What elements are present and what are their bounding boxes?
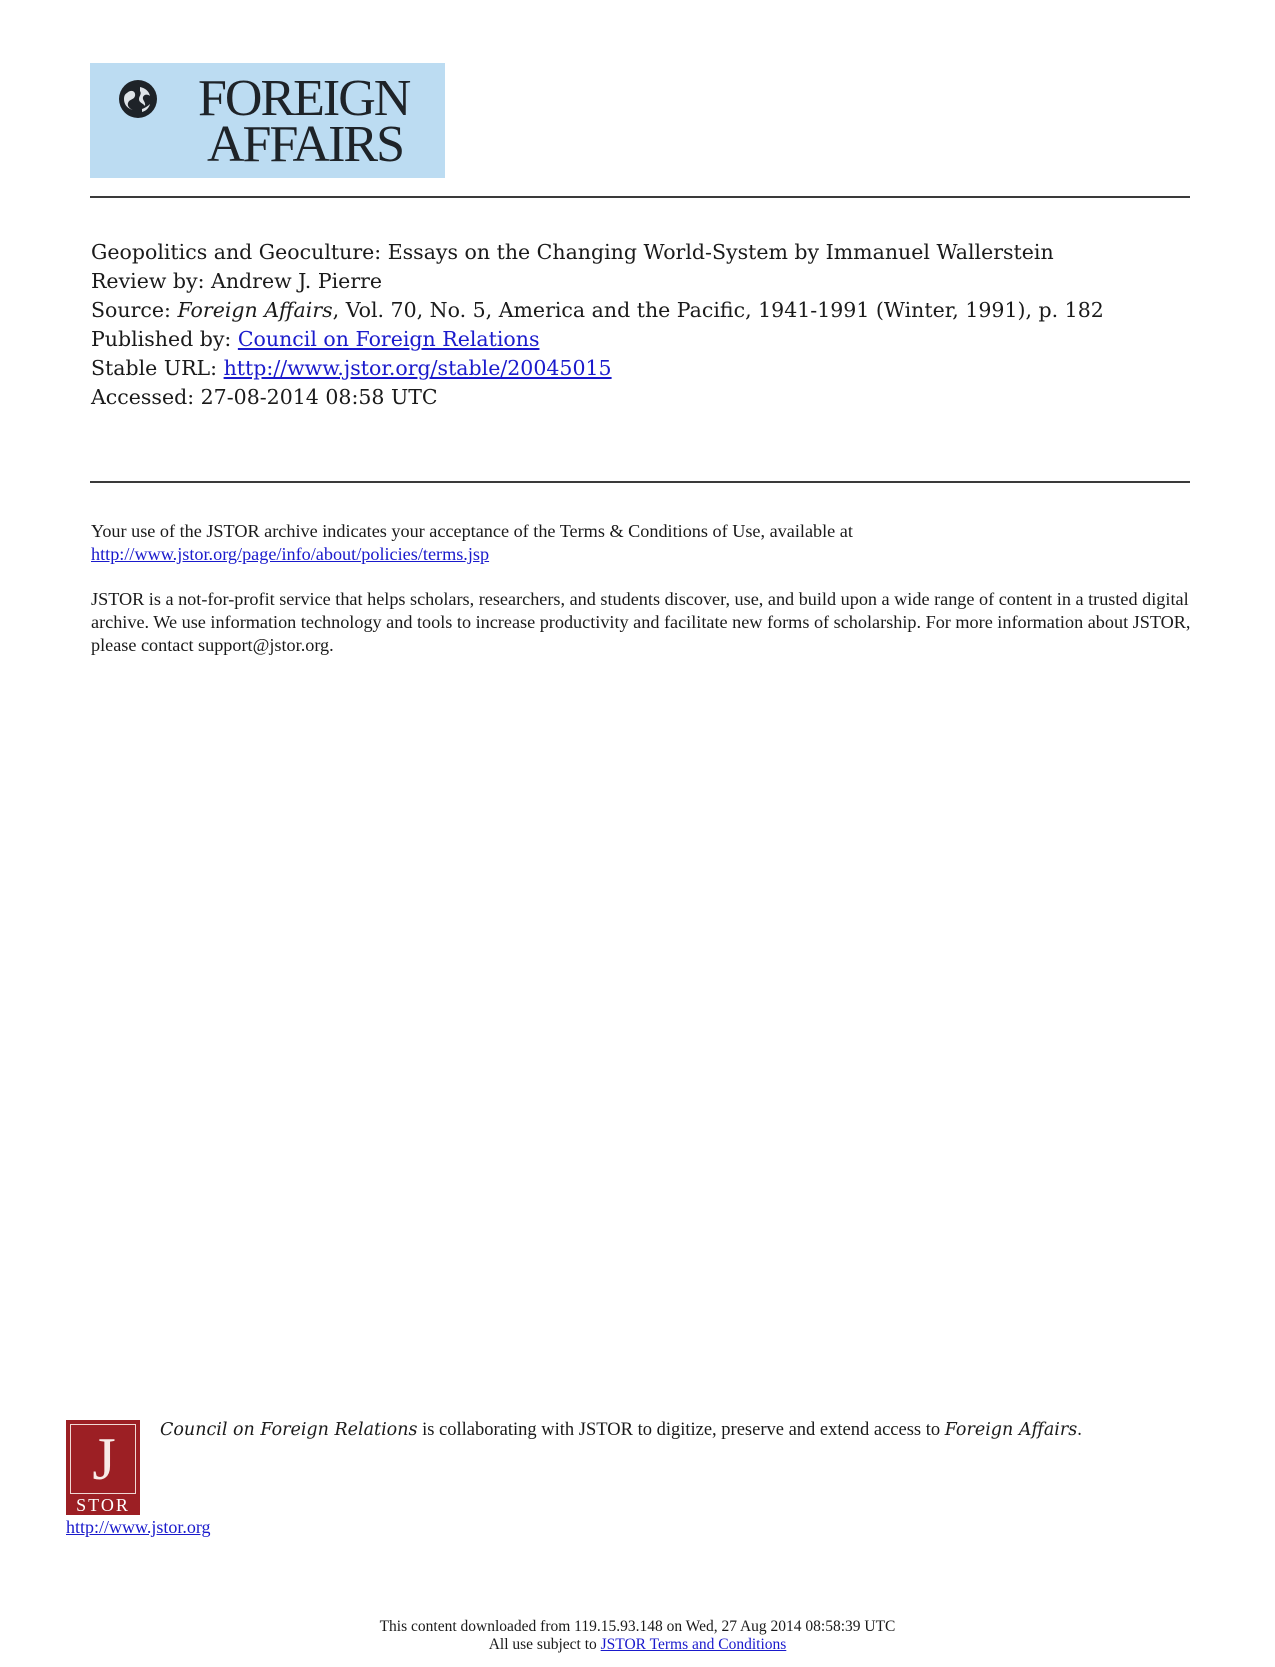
reviewer-name: Andrew J. Pierre: [211, 269, 383, 293]
accessed-line: [91, 383, 1196, 412]
top-divider: [90, 196, 1190, 198]
journal-name: Foreign Affairs: [177, 298, 333, 322]
collab-text: is collaborating with JSTOR to digitize, preserve and extend access to: [417, 1420, 945, 1440]
terms-url-link[interactable]: http://www.jstor.org/page/info/about/policies/terms.jsp: [91, 544, 490, 564]
logo-line-1: FOREIGN: [198, 70, 410, 127]
accessed-label: Accessed:: [91, 385, 195, 409]
jstor-terms-link[interactable]: JSTOR Terms and Conditions: [600, 1636, 787, 1653]
jstor-logo[interactable]: [66, 1420, 140, 1515]
jstor-logo-letter: J: [92, 1426, 116, 1492]
accessed-date: 27-08-2014 08:58 UTC: [200, 385, 438, 409]
citation-block: [91, 238, 1196, 412]
source-details: , Vol. 70, No. 5, America and the Pacific, 1941-1991 (Winter, 1991), p. 182: [332, 298, 1104, 322]
review-line: [91, 267, 1196, 296]
globe-icon: [118, 79, 158, 119]
collaboration-statement: [160, 1418, 1220, 1442]
subject-note: [0, 1636, 1275, 1654]
publisher-link[interactable]: Council on Foreign Relations: [237, 327, 540, 351]
foreign-affairs-logo: [90, 63, 445, 178]
stable-url-label: Stable URL:: [91, 356, 218, 380]
published-label: Published by:: [91, 327, 232, 351]
published-line: [91, 325, 1196, 354]
terms-of-use-text: Your use of the JSTOR archive indicates your acceptance of the Terms & Conditions of Use, available at: [91, 521, 853, 541]
jstor-logo-text: STOR: [76, 1495, 130, 1515]
bottom-divider: [90, 481, 1190, 483]
review-label: Review by:: [91, 269, 205, 293]
stable-url-link[interactable]: http://www.jstor.org/stable/20045015: [223, 356, 612, 380]
source-label: Source:: [91, 298, 171, 322]
subject-text: All use subject to: [488, 1636, 601, 1653]
collab-end: .: [1077, 1420, 1082, 1440]
terms-of-use-paragraph: [91, 520, 1201, 566]
collab-journal: Foreign Affairs: [944, 1420, 1078, 1440]
jstor-about-paragraph: JSTOR is a not-for-profit service that helps scholars, researchers, and students discover, use, and build upon a wide range of content in a trusted digital archive. We use information technology and tools to increase productivity and facilitate new forms of scholarship. For more information about JSTOR, please contact support@jstor.org.: [91, 589, 1191, 655]
jstor-home-link[interactable]: http://www.jstor.org: [66, 1517, 211, 1537]
collab-org: Council on Foreign Relations: [160, 1420, 418, 1440]
article-title: Geopolitics and Geoculture: Essays on the Changing World-System by Immanuel Wallerstein: [91, 240, 1054, 264]
logo-line-2: AFFAIRS: [207, 116, 404, 173]
stable-url-line: [91, 354, 1196, 383]
source-line: [91, 296, 1196, 325]
jstor-logo-emblem: [70, 1424, 136, 1494]
download-note: This content downloaded from 119.15.93.148 on Wed, 27 Aug 2014 08:58:39 UTC: [379, 1618, 896, 1635]
